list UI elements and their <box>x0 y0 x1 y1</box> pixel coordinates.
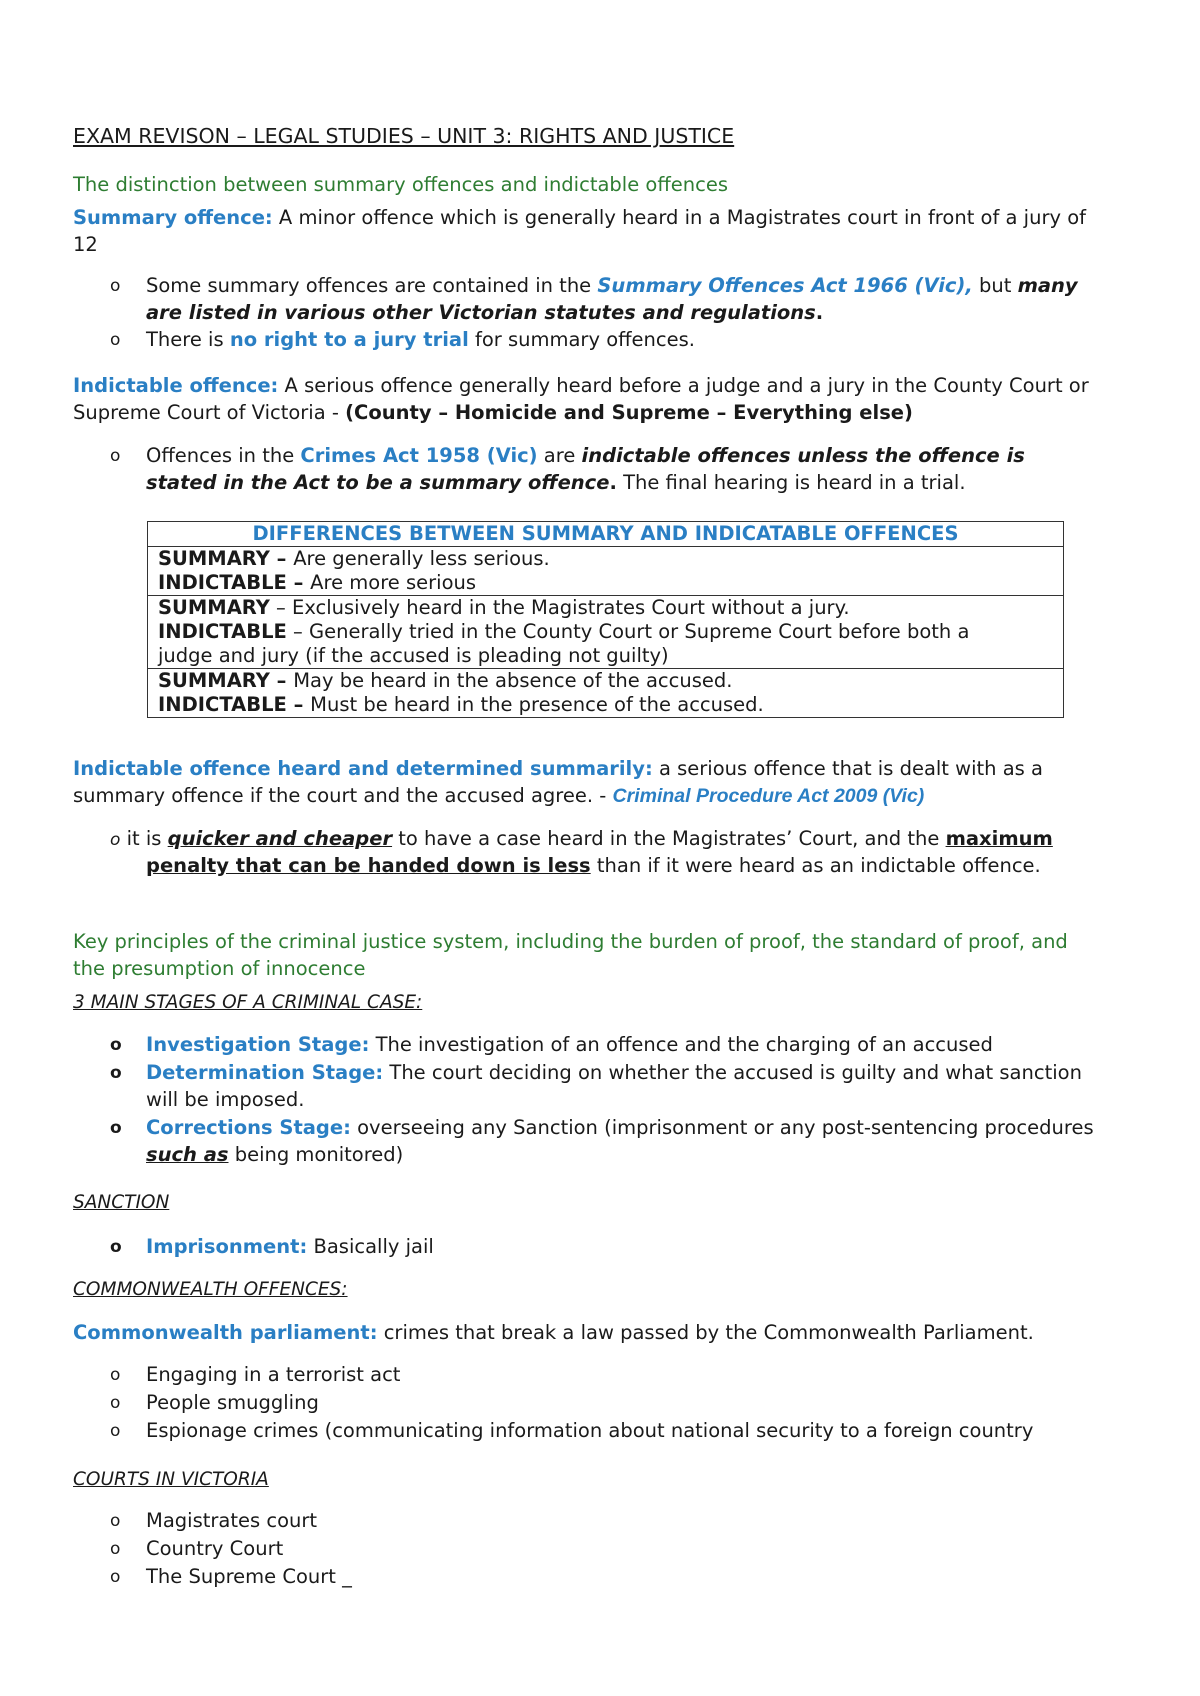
indictable-definition: Indictable offence: A serious offence generally heard before a judge and a jury in the County Court or <box>73 374 1089 397</box>
section-heading-principles-cont: the presumption of innocence <box>73 957 366 980</box>
bullet-marker: o <box>110 1035 122 1055</box>
stage-item: Determination Stage: The court deciding on whether the accused is guilty and what sanction <box>146 1061 1082 1084</box>
list-item: Espionage crimes (communicating information about national security to a foreign country <box>146 1419 1034 1442</box>
list-item: The Supreme Court _ <box>146 1565 352 1588</box>
stage-item: Corrections Stage: overseeing any Sanction (imprisonment or any post-sentencing procedures <box>146 1116 1094 1139</box>
table-header: DIFFERENCES BETWEEN SUMMARY AND INDICATABLE OFFENCES <box>148 522 1064 547</box>
stage-item-cont: such as being monitored) <box>146 1143 404 1166</box>
summary-definition-cont: 12 <box>73 233 98 256</box>
act-name: Crimes Act 1958 (Vic) <box>300 444 538 467</box>
bullet-marker: o <box>110 1365 121 1385</box>
sanction-heading: SANCTION <box>73 1192 170 1213</box>
bullet-marker: o <box>110 1421 121 1441</box>
bullet-marker: o <box>110 330 121 350</box>
act-name: Criminal Procedure Act 2009 (Vic) <box>612 785 925 807</box>
table-row: SUMMARY – Exclusively heard in the Magistrates Court without a jury. INDICTABLE – Generally tried in the County Court or Supreme Court before both a judge and jury (if the accused is pleading not guilty) <box>148 596 1064 669</box>
list-item: Country Court <box>146 1537 284 1560</box>
bullet-marker: o <box>110 1393 121 1413</box>
indictable-bullet-1-cont: stated in the Act to be a summary offence. The final hearing is heard in a trial. <box>146 471 966 494</box>
stage-item-cont: will be imposed. <box>146 1088 305 1111</box>
section-heading-offences: The distinction between summary offences and indictable offences <box>73 173 729 196</box>
indictable-bullet-1: Offences in the Crimes Act 1958 (Vic) are indictable offences unless the offence is <box>146 444 1025 467</box>
indictable-definition-cont: Supreme Court of Victoria - (County – Homicide and Supreme – Everything else) <box>73 401 913 424</box>
courts-heading: COURTS IN VICTORIA <box>73 1469 269 1490</box>
summarily-definition: Indictable offence heard and determined summarily: a serious offence that is dealt with as a <box>73 757 1043 780</box>
bullet-marker: o <box>110 830 121 850</box>
commonwealth-heading: COMMONWEALTH OFFENCES: <box>73 1279 348 1300</box>
bullet-marker: o <box>110 1567 121 1587</box>
bullet-marker: o <box>110 1118 122 1138</box>
act-name: Summary Offences Act 1966 (Vic), <box>597 274 973 297</box>
page-title: EXAM REVISON – LEGAL STUDIES – UNIT 3: RIGHTS AND JUSTICE <box>73 124 735 148</box>
table-header-row <box>148 522 1064 547</box>
summarily-bullet-1: o it is quicker and cheaper to have a case heard in the Magistrates’ Court, and the maximum <box>110 827 1053 850</box>
summary-term: Summary offence: <box>73 206 273 229</box>
summarily-definition-cont: summary offence if the court and the accused agree. - Criminal Procedure Act 2009 (Vic) <box>73 784 925 807</box>
bullet-marker: o <box>110 1539 121 1559</box>
sanction-item: Imprisonment: Basically jail <box>146 1235 434 1258</box>
table-row: SUMMARY – Are generally less serious. INDICTABLE – Are more serious <box>148 547 1064 596</box>
stage-item: Investigation Stage: The investigation of an offence and the charging of an accused <box>146 1033 993 1056</box>
summarily-term: Indictable offence heard and determined summarily: <box>73 757 653 780</box>
list-item: Engaging in a terrorist act <box>146 1363 401 1386</box>
indictable-term: Indictable offence: <box>73 374 279 397</box>
section-heading-principles: Key principles of the criminal justice system, including the burden of proof, the standard of proof, and <box>73 930 1068 953</box>
summarily-bullet-1-cont: penalty that can be handed down is less than if it were heard as an indictable offence. <box>146 854 1041 877</box>
commonwealth-definition: Commonwealth parliament: crimes that break a law passed by the Commonwealth Parliament. <box>73 1321 1034 1344</box>
bullet-marker: o <box>110 276 121 296</box>
stages-heading: 3 MAIN STAGES OF A CRIMINAL CASE: <box>73 992 423 1013</box>
differences-table <box>147 521 1064 718</box>
bullet-marker: o <box>110 1511 121 1531</box>
summary-bullet-1-cont: are listed in various other Victorian statutes and regulations. <box>146 301 824 324</box>
list-item: Magistrates court <box>146 1509 318 1532</box>
summary-bullet-2: There is no right to a jury trial for summary offences. <box>146 328 695 351</box>
bullet-marker: o <box>110 1237 122 1257</box>
summary-bullet-1: Some summary offences are contained in the Summary Offences Act 1966 (Vic), but many <box>146 274 1078 297</box>
summary-definition: Summary offence: A minor offence which is generally heard in a Magistrates court in front of a jury of <box>73 206 1087 229</box>
table-row: SUMMARY – May be heard in the absence of the accused. INDICTABLE – Must be heard in the presence of the accused. <box>148 669 1064 718</box>
bullet-marker: o <box>110 1063 122 1083</box>
bullet-marker: o <box>110 446 121 466</box>
list-item: People smuggling <box>146 1391 319 1414</box>
